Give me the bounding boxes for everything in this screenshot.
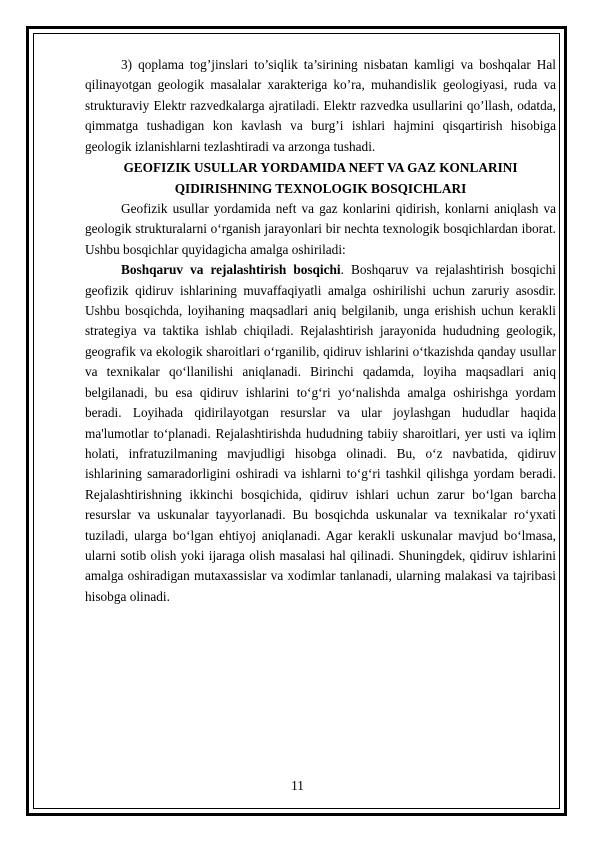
page-number: 11: [291, 778, 304, 793]
document-page: [85, 55, 556, 607]
planning-stage-title: Boshqaruv va rejalashtirish bosqichi: [121, 262, 341, 278]
paragraph-electric-survey: 3) qoplama tog’jinslari to’siqlik ta’sirining nisbatan kamligi va boshqalar Hal qilinayotgan geologik masalalar xarakteriga ko’ra, muhandislik geologiyasi, ruda va strukturaviy Elektr razvedkalarga ajratiladi. Elektr razvedka usullarini qo’llash, odatda, qimmatga tushadigan kon kavlash va burg’i ishlari hajmini qisqartirish hisobiga geologik izlanishlarni tezlashtiradi va arzonga tushadi.: [85, 57, 556, 154]
paragraph-intro-stages: Geofizik usullar yordamida neft va gaz konlarini qidirish, konlarni aniqlash va geologik strukturalarni o‘rganish jarayonlari bir nechta texnologik bosqichlardan iborat. Ushbu bosqichlar quyidagicha amalga oshiriladi:: [85, 201, 556, 257]
planning-stage-text: . Boshqaruv va rejalashtirish bosqichi geofizik qidiruv ishlarining muvaffaqiyatli amalga oshirilishi uchun zaruriy asosdir. Ushbu bosqichda, loyihaning maqsadlari aniq belgilanib, unga erishish uchun kerakli strategiya va taktika ishlab chiqiladi. Rejalashtirish jarayonida hududning geologik, geografik va ekologik sharoitlari o‘rganilib, qidiruv ishlarini o‘tkazishda qanday usullar va texnikalar qo‘llanilishi aniqlanadi. Birinchi qadamda, loyiha maqsadlari aniq belgilanadi, bu esa qidiruv ishlarini to‘g‘ri yo‘nalishda amalga oshirishga yordam beradi. Loyihada qidirilayotgan resurslar va ular joylashgan hududlar haqida ma'lumotlar to‘planadi. Rejalashtirishda hududning tabiiy sharoitlari, yer usti va iqlim holati, infratuzilmaning mavjudligi hisobga olinadi. Bu, o‘z navbatida, qidiruv ishlarining samaradorligini oshiradi va ishlarni to‘g‘ri tashkil qilishga yordam beradi. Rejalashtirishning ikkinchi bosqichida, qidiruv ishlari uchun zarur bo‘lgan barcha resurslar va uskunalar tayyorlanadi. Bu bosqichda uskunalar va texnikalar ro‘yxati tuziladi, ularga bo‘lgan ehtiyoj aniqlanadi. Agar kerakli uskunalar mavjud bo‘lmasa, ularni sotib olish yoki ijaraga olish masalasi hal qilinadi. Shuningdek, qidiruv ishlarini amalga oshiradigan mutaxassislar va xodimlar tanlanadi, ularning malakasi va tajribasi hisobga olinadi.: [85, 262, 556, 604]
paragraph-planning-stage: [85, 260, 556, 607]
section-heading: GEOFIZIK USULLAR YORDAMIDA NEFT VA GAZ KONLARINI QIDIRISHNING TEXNOLOGIK BOSQICHLARI: [123, 160, 518, 197]
